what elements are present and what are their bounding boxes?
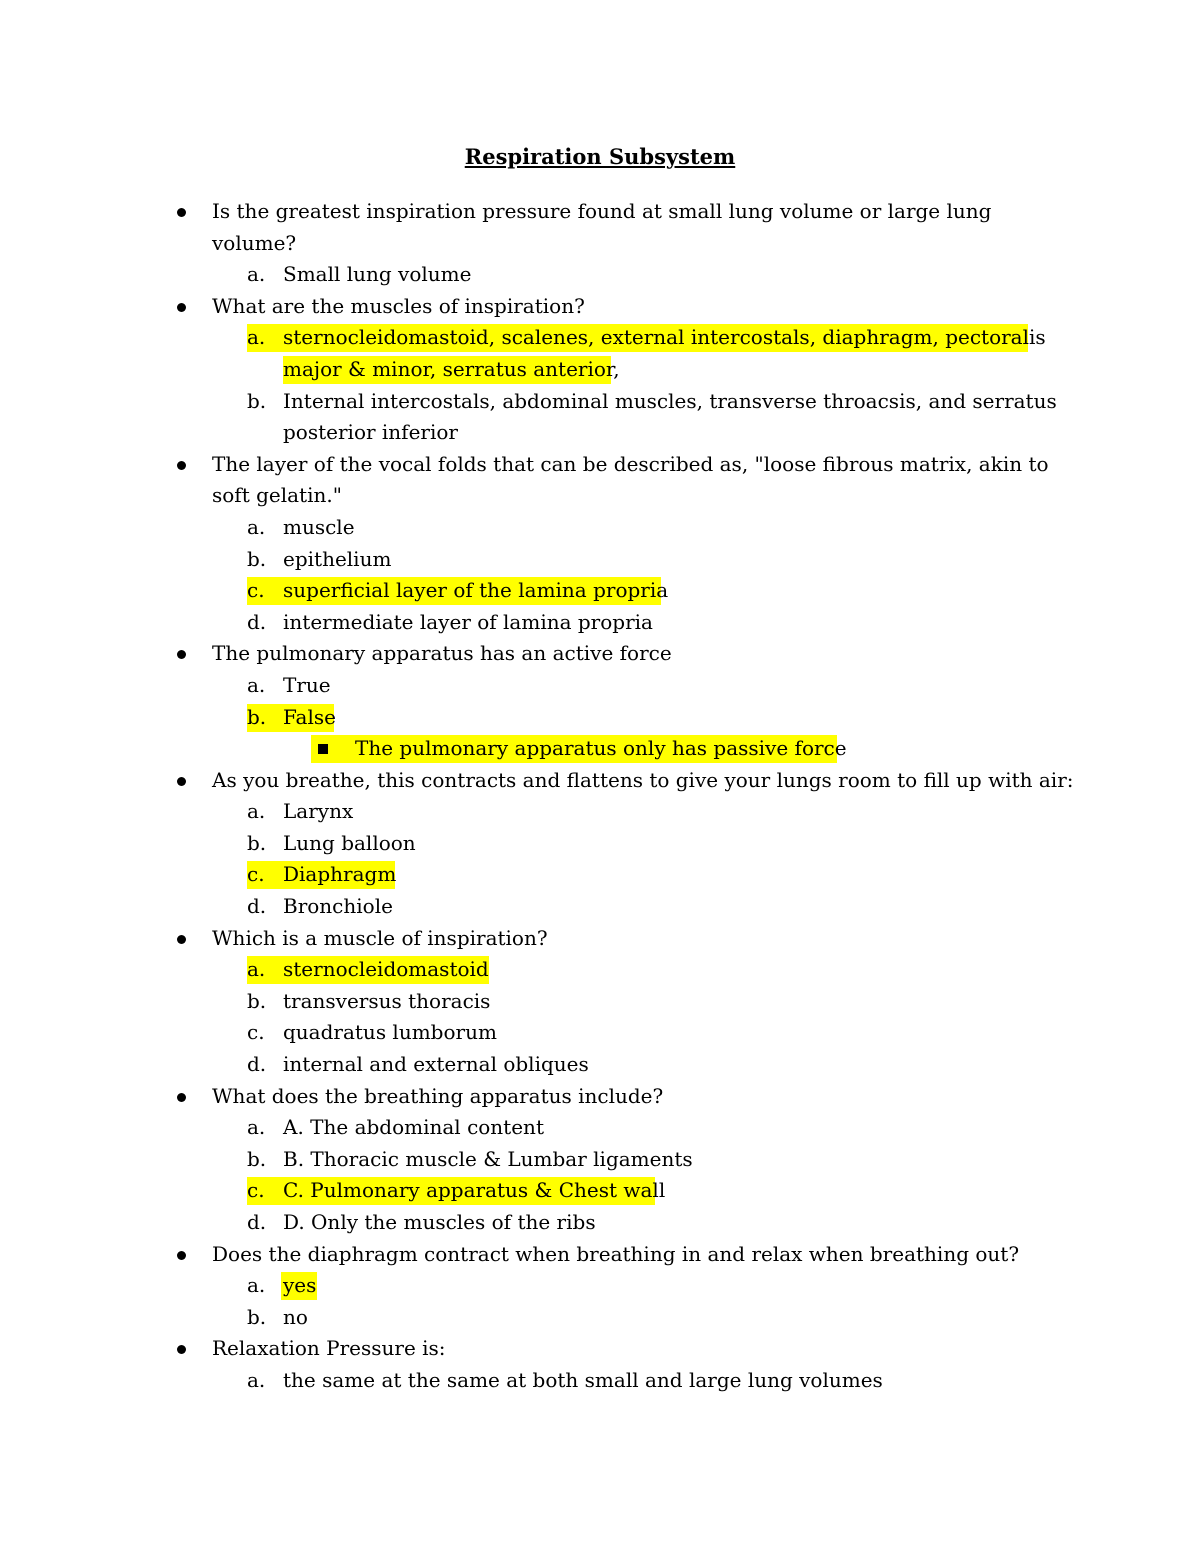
- question-text: As you breathe, this contracts and flattens to give your lungs room to fill up with air:: [212, 767, 1074, 792]
- bullet-icon: [177, 1093, 186, 1102]
- question-line: [0, 228, 1200, 260]
- option-text: the same at the same at both small and large lung volumes: [283, 1367, 883, 1392]
- option-marker: d.: [247, 609, 267, 634]
- option-marker: c.: [247, 1178, 265, 1203]
- option-text: D. Only the muscles of the ribs: [283, 1210, 596, 1234]
- option-marker: d.: [247, 894, 267, 919]
- option-line-answer: [0, 1270, 1200, 1302]
- option-line: [0, 417, 1200, 449]
- option-marker: b.: [247, 1304, 267, 1329]
- option-text: Small lung volume: [283, 262, 472, 287]
- option-line: [0, 1017, 1200, 1049]
- option-line-answer: [0, 1175, 1200, 1207]
- option-marker: c.: [247, 578, 265, 603]
- question-line: [0, 765, 1200, 797]
- option-marker: a.: [247, 262, 266, 287]
- option-text: quadratus lumborum: [283, 1020, 497, 1045]
- question-text: What are the muscles of inspiration?: [212, 293, 585, 318]
- option-line: [0, 544, 1200, 576]
- option-marker: b.: [247, 546, 267, 571]
- option-marker: a.: [247, 957, 266, 982]
- option-text: transversus thoracis: [283, 988, 491, 1013]
- option-text: True: [283, 672, 331, 697]
- option-line-answer: [0, 575, 1200, 607]
- option-marker: b.: [247, 388, 267, 413]
- option-text: Larynx: [283, 799, 354, 824]
- question-text: soft gelatin.": [212, 483, 342, 508]
- option-text: epithelium: [283, 546, 392, 571]
- question-text: The layer of the vocal folds that can be described as, "loose fibrous matrix, akin to: [212, 451, 1049, 476]
- option-marker: a.: [247, 672, 266, 697]
- option-text: intermediate layer of lamina propria: [283, 609, 653, 634]
- option-line: [0, 828, 1200, 860]
- question-text: The pulmonary apparatus has an active force: [212, 641, 672, 666]
- option-line: [0, 1365, 1200, 1397]
- option-text: C. Pulmonary apparatus & Chest wall: [283, 1178, 666, 1203]
- option-line: [0, 1112, 1200, 1144]
- bullet-icon: [177, 303, 186, 312]
- option-marker: b.: [247, 1146, 267, 1171]
- option-text: sternocleidomastoid, scalenes, external intercostals, diaphragm, pectoralis: [283, 325, 1046, 350]
- sub-bullet-line: [0, 733, 1200, 765]
- question-line: [0, 480, 1200, 512]
- bullet-icon: [177, 1345, 186, 1354]
- option-line: [0, 891, 1200, 923]
- bullet-icon: [177, 935, 186, 944]
- option-line-answer: [0, 322, 1200, 354]
- bullet-icon: [177, 208, 186, 217]
- option-marker: a.: [247, 1367, 266, 1392]
- option-text: Bronchiole: [283, 894, 393, 919]
- option-line-answer: [0, 954, 1200, 986]
- question-line: [0, 638, 1200, 670]
- bullet-icon: [177, 1251, 186, 1260]
- option-text: B. Thoracic muscle & Lumbar ligaments: [283, 1146, 693, 1171]
- option-text: yes: [283, 1273, 317, 1298]
- option-text: no: [283, 1304, 308, 1329]
- question-line: [0, 291, 1200, 323]
- option-text: Lung balloon: [283, 830, 416, 855]
- question-line: [0, 449, 1200, 481]
- bullet-icon: [177, 461, 186, 470]
- option-line: [0, 1144, 1200, 1176]
- question-line: [0, 196, 1200, 228]
- option-marker: c.: [247, 1020, 265, 1045]
- option-marker: b.: [247, 830, 267, 855]
- page-title: Respiration Subsystem: [464, 144, 736, 169]
- option-marker: a.: [247, 1115, 266, 1140]
- option-marker: a.: [247, 325, 266, 350]
- question-line: [0, 1239, 1200, 1271]
- question-text: What does the breathing apparatus include?: [212, 1083, 664, 1108]
- option-text: major & minor, serratus anterior,: [283, 356, 620, 381]
- bullet-icon: [177, 650, 186, 659]
- question-line: [0, 1333, 1200, 1365]
- option-marker: d.: [247, 1052, 267, 1077]
- option-text: posterior inferior: [283, 420, 458, 445]
- option-marker: b.: [247, 704, 267, 729]
- option-line: [0, 259, 1200, 291]
- option-text: internal and external obliques: [283, 1052, 589, 1077]
- option-marker: d.: [247, 1210, 267, 1234]
- option-text: False: [283, 704, 336, 729]
- option-line: [0, 1302, 1200, 1334]
- question-line: [0, 923, 1200, 955]
- option-text: muscle: [283, 514, 355, 539]
- option-marker: b.: [247, 988, 267, 1013]
- question-text: Which is a muscle of inspiration?: [212, 925, 548, 950]
- question-text: Is the greatest inspiration pressure found at small lung volume or large lung: [212, 199, 992, 223]
- sub-bullet-text: The pulmonary apparatus only has passive force: [355, 736, 847, 761]
- option-line: [0, 1049, 1200, 1081]
- option-text: Diaphragm: [283, 862, 397, 887]
- option-text: A. The abdominal content: [283, 1115, 544, 1140]
- option-marker: a.: [247, 514, 266, 539]
- option-line-answer: [0, 859, 1200, 891]
- question-text: Does the diaphragm contract when breathing in and relax when breathing out?: [212, 1241, 1020, 1266]
- option-line: [0, 607, 1200, 639]
- option-line: [0, 670, 1200, 702]
- question-list: [0, 196, 1200, 1397]
- question-text: Relaxation Pressure is:: [212, 1336, 446, 1361]
- square-bullet-icon: [318, 744, 328, 754]
- option-line-answer: [0, 702, 1200, 734]
- option-line: [0, 1207, 1200, 1239]
- option-line: [0, 986, 1200, 1018]
- option-text: sternocleidomastoid: [283, 957, 489, 982]
- option-line-answer: [0, 354, 1200, 386]
- option-text: superficial layer of the lamina propria: [283, 578, 669, 603]
- option-line: [0, 386, 1200, 418]
- option-marker: a.: [247, 1273, 266, 1298]
- option-text: Internal intercostals, abdominal muscles, transverse throacsis, and serratus: [283, 388, 1057, 413]
- option-line: [0, 512, 1200, 544]
- option-marker: c.: [247, 862, 265, 887]
- question-line: [0, 1081, 1200, 1113]
- option-marker: a.: [247, 799, 266, 824]
- question-text: volume?: [212, 230, 297, 255]
- bullet-icon: [177, 777, 186, 786]
- option-line: [0, 796, 1200, 828]
